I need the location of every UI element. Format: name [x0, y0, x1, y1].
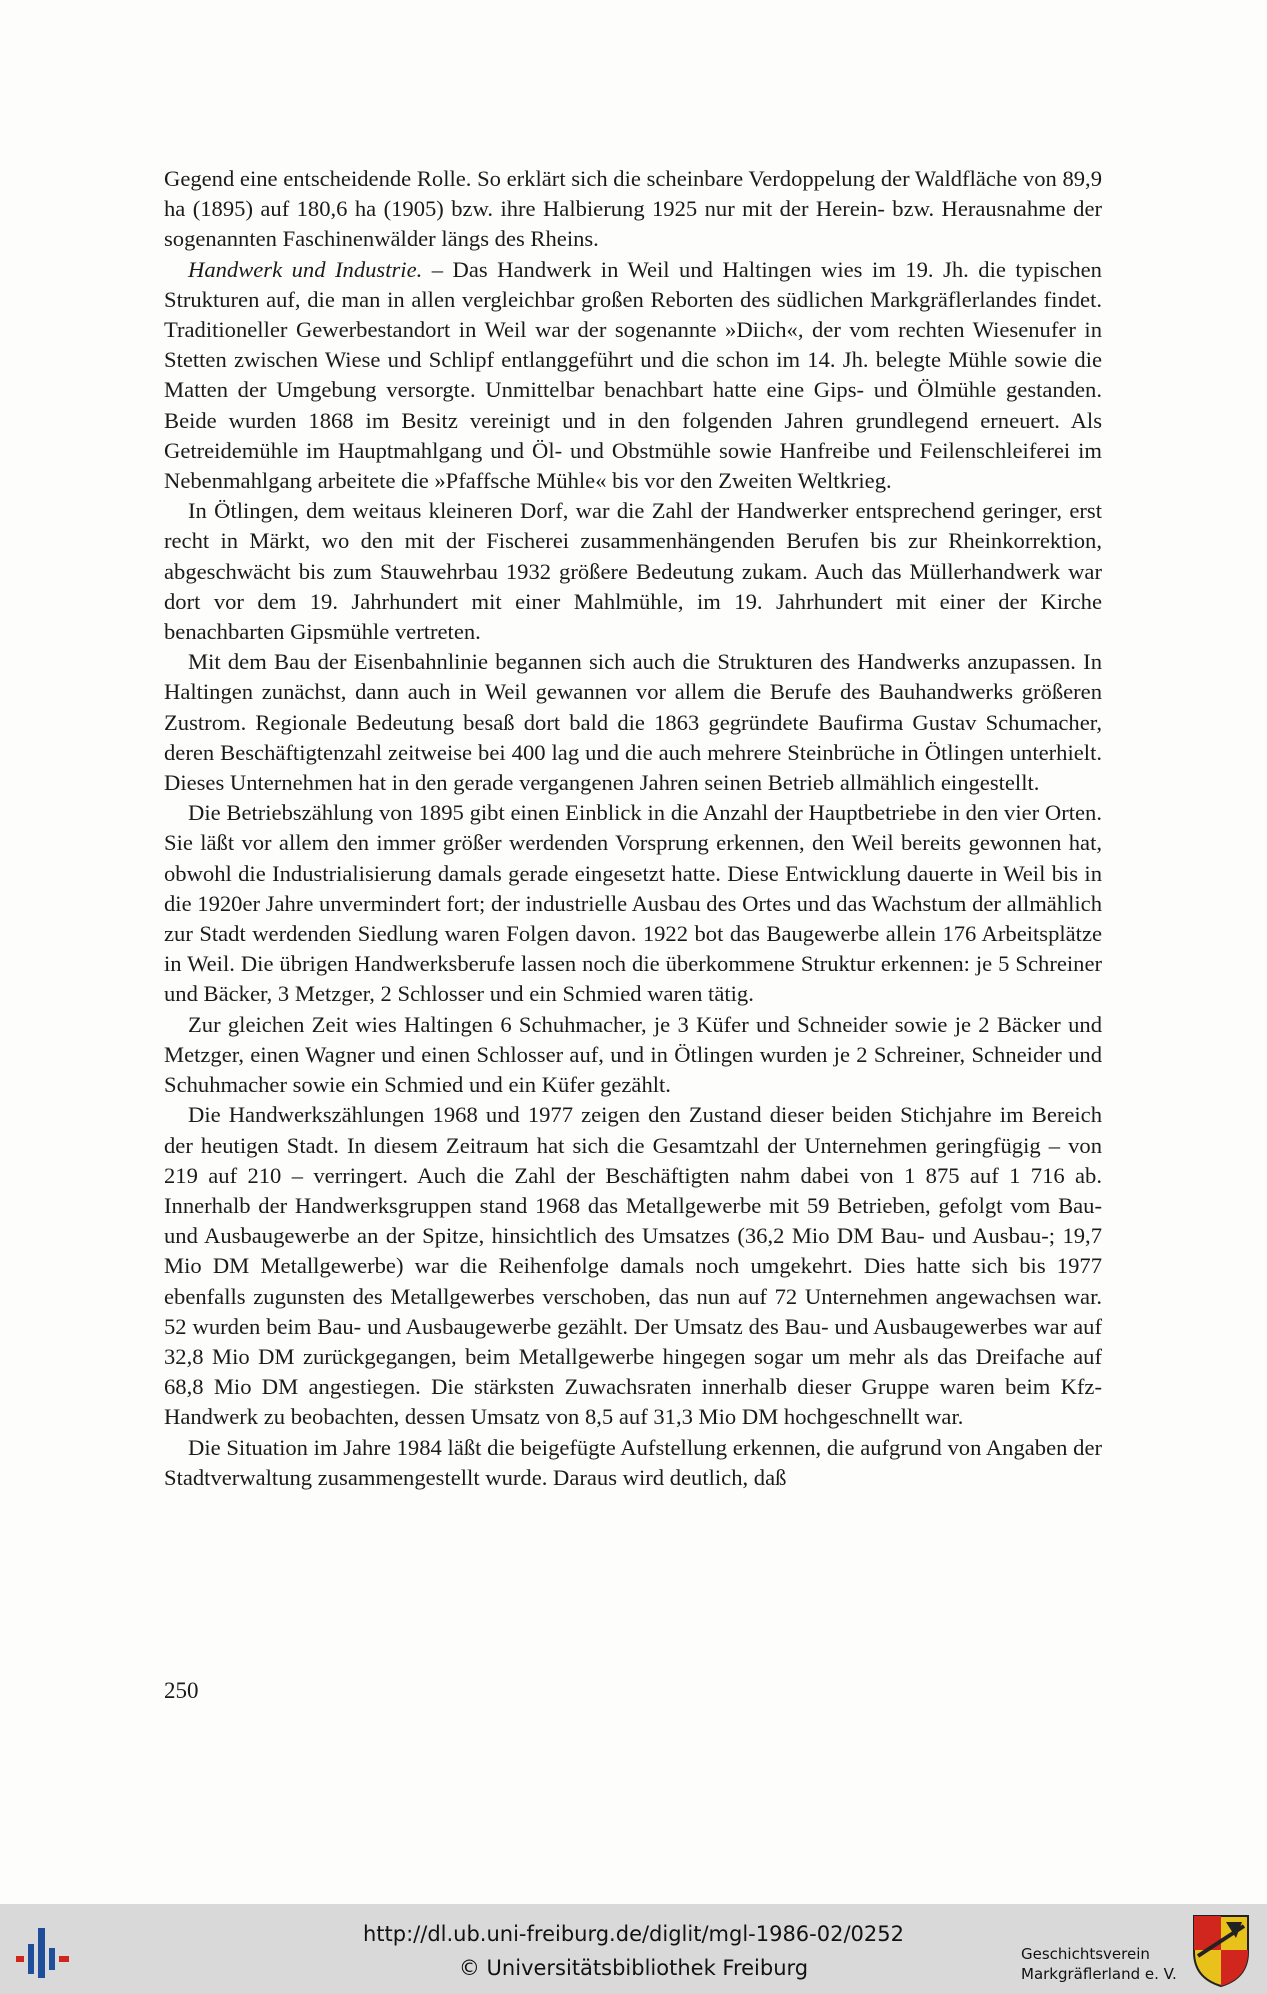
paragraph-7: Die Handwerkszählungen 1968 und 1977 zeigen den Zustand dieser beiden Stichjahre im Bereich der heutigen Stadt. In diesem Zeitraum hat sich die Gesamtzahl der Unternehmen geringfügig – von 219 auf 210 – verringert. Auch die Zahl der Beschäftigten nahm dabei von 1 875 auf 1 716 ab. Innerhalb der Handwerksgruppen stand 1968 das Metallgewerbe mit 59 Betrieben, gefolgt vom Bau- und Ausbaugewerbe an der Spitze, hinsichtlich des Umsatzes (36,2 Mio DM Bau- und Ausbau-; 19,7 Mio DM Metallgewerbe) war die Reihenfolge damals noch umgekehrt. Dies hatte sich bis 1977 ebenfalls zugunsten des Metallgewerbes verschoben, das nun auf 72 Unternehmen angewachsen war. 52 wurden beim Bau- und Ausbaugewerbe gezählt. Der Umsatz des Bau- und Ausbaugewerbes war auf 32,8 Mio DM zurückgegangen, beim Metallgewerbe hingegen sogar um mehr als das Dreifache auf 68,8 Mio DM angestiegen. Die stärksten Zuwachsraten innerhalb dieser Gruppe waren beim Kfz-Handwerk zu beobachten, dessen Umsatz von 8,5 auf 31,3 Mio DM hochgeschnellt war. — [164, 1102, 1102, 1430]
paragraph-1: Gegend eine entscheidende Rolle. So erklärt sich die scheinbare Verdoppelung der Waldfläche von 89,9 ha (1895) auf 180,6 ha (1905) bzw. ihre Halbierung 1925 nur mit der Herein- bzw. Herausnahme der sogenannten Faschinenwälder längs des Rheins. — [164, 166, 1102, 252]
page-number: 250 — [164, 1678, 199, 1703]
coat-of-arms-icon — [1190, 1912, 1252, 1988]
footer-copyright: © Universitätsbibliothek Freiburg — [458, 1956, 809, 1980]
paragraph-3: In Ötlingen, dem weitaus kleineren Dorf, war die Zahl der Handwerker entsprechend geringer, erst recht in Märkt, wo den mit der Fischerei zusammenhängenden Berufen bis zur Rheinkorrektion, abgeschwächt bis zum Stauwehrbau 1932 größere Bedeutung zukam. Auch das Müllerhandwerk war dort vor dem 19. Jahrhundert mit einer Mahlmühle, im 19. Jahrhundert mit einer der Kirche benachbarten Gipsmühle vertreten. — [164, 498, 1102, 645]
footer-bar — [0, 1904, 1267, 1994]
paragraph-2-text: – Das Handwerk in Weil und Haltingen wies im 19. Jh. die typischen Strukturen auf, die man in allen vergleichbar großen Reborten des südlichen Markgräflerlandes findet. Traditioneller Gewerbestandort in Weil war der sogenannte »Diich«, der vom rechten Wiesenufer in Stetten zwischen Wiese und Schlipf entlanggeführt und die schon im 14. Jh. belegte Mühle sowie die Matten der Umgebung versorgte. Unmittelbar benachbart hatte eine Gips- und Ölmühle gestanden. Beide wurden 1868 im Besitz vereinigt und in den folgenden Jahren grundlegend erneuert. Als Getreidemühle im Hauptmahlgang und Öl- und Obstmühle sowie Hanfreibe und Feilenschleiferei im Nebenmahlgang arbeitete die »Pfaffsche Mühle« bis vor den Zweiten Weltkrieg. — [164, 256, 1102, 494]
paragraph-2 — [164, 255, 1102, 497]
paragraph-8: Die Situation im Jahre 1984 läßt die beigefügte Aufstellung erkennen, die aufgrund von Angaben der Stadtverwaltung zusammengestellt wurde. Daraus wird deutlich, daß — [164, 1434, 1102, 1490]
body-text — [164, 164, 1102, 1493]
paragraph-4: Mit dem Bau der Eisenbahnlinie begannen sich auch die Strukturen des Handwerks anzupassen. In Haltingen zunächst, dann auch in Weil gewannen vor allem die Berufe des Bauhandwerks größeren Zustrom. Regionale Bedeutung besaß dort bald die 1863 gegründete Baufirma Gustav Schumacher, deren Beschäftigtenzahl zeitweise bei 400 lag und die auch mehrere Steinbrüche in Ötlingen unterhielt. Dieses Unternehmen hat in den gerade vergangenen Jahren seinen Betrieb allmählich eingestellt. — [164, 649, 1102, 796]
section-heading-handwerk: Handwerk und Industrie. — [188, 256, 423, 282]
paragraph-5: Die Betriebszählung von 1895 gibt einen Einblick in die Anzahl der Hauptbetriebe in den vier Orten. Sie läßt vor allem den immer größer werdenden Vorsprung erkennen, den Weil bereits gewonnen hat, obwohl die Industrialisierung damals gerade eingesetzt hatte. Diese Entwicklung dauerte in Weil bis in die 1920er Jahre unvermindert fort; der industrielle Ausbau des Ortes und das Wachstum der allmählich zur Stadt werdenden Siedlung waren Folgen davon. 1922 bot das Baugewerbe allein 176 Arbeitsplätze in Weil. Die übrigen Handwerksberufe lassen noch die überkommene Struktur erkennen: je 5 Schreiner und Bäcker, 3 Metzger, 2 Schlosser und ein Schmied waren tätig. — [164, 800, 1102, 1007]
society-name-line-2: Markgräflerland e. V. — [1021, 1965, 1177, 1983]
footer-url-link[interactable]: http://dl.ub.uni-freiburg.de/diglit/mgl-1986-02/0252 — [362, 1922, 904, 1946]
society-name-line-1: Geschichtsverein — [1021, 1945, 1150, 1963]
society-name — [1021, 1944, 1181, 1984]
paragraph-6: Zur gleichen Zeit wies Haltingen 6 Schuhmacher, je 3 Küfer und Schneider sowie je 2 Bäcker und Metzger, einen Wagner und einen Schlosser auf, und in Ötlingen wurden je 2 Schreiner, Schneider und Schuhmacher sowie ein Schmied und ein Küfer gezählt. — [164, 1011, 1102, 1098]
